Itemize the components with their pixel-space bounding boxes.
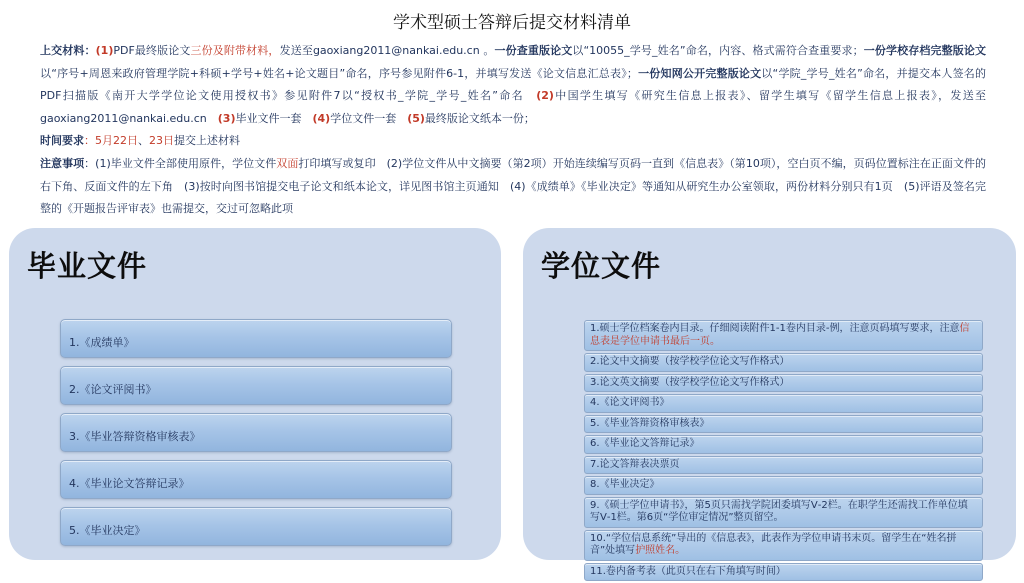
list-item bbox=[584, 374, 983, 393]
list-item bbox=[60, 366, 452, 405]
text-segment: 4.《毕业论文答辩记录》 bbox=[69, 476, 190, 490]
text-segment: 8.《毕业决定》 bbox=[590, 479, 660, 490]
degree-items-list bbox=[584, 320, 983, 583]
text-segment: 2.《论文评阅书》 bbox=[69, 382, 157, 396]
list-item bbox=[584, 353, 983, 372]
text-segment: 中国学生填写《研究生信息上报表》、留学生填写《留学生信息上报表》，发送至gaoxiang2011@nankai.edu.cn bbox=[40, 89, 987, 125]
list-item bbox=[584, 320, 983, 351]
text-segment: 1.《成绩单》 bbox=[69, 335, 135, 349]
text-segment: 7.论文答辩表决票页 bbox=[590, 458, 680, 470]
text-segment: 双面 bbox=[276, 156, 299, 170]
list-item-label bbox=[590, 500, 977, 525]
list-item-label bbox=[590, 397, 977, 410]
text-segment: 以“序号+周恩来政府管理学院+科硕+学号+姓名+论文题目”命名，序号参见附件6-1，并填写发送《论文信息汇总表》； bbox=[40, 66, 638, 80]
deadline-paragraph bbox=[40, 130, 986, 153]
text-segment: 学位文件一套 bbox=[330, 111, 408, 125]
text-segment: 4.《论文评阅书》 bbox=[590, 397, 670, 408]
text-segment: 打印填写或复印 (2)学位文件从中文摘要（第2项）开始连续编写页码一直到《信息表》（第10项），空白页不编，页码位置标注在正面文件的右下角、反面文件的左下角 (3)按时向图书馆提交电子论文和纸本论文，详见图书馆主页通知 (4)《成绩单》《毕业决定》等通知从研究生办公室领取，两份材料分别只有1页 (5)评语及签名完整的《开题报告评审表》也需提交，交过可忽略此项 bbox=[40, 156, 987, 216]
list-item bbox=[584, 435, 983, 454]
text-segment: (5) bbox=[407, 111, 425, 125]
list-item bbox=[584, 415, 983, 434]
materials-paragraph bbox=[40, 40, 986, 130]
text-segment: 一份查重版论文 bbox=[494, 44, 573, 57]
list-item-label bbox=[69, 334, 135, 350]
text-segment: 、 bbox=[138, 134, 149, 148]
list-item bbox=[584, 476, 983, 495]
text-segment: 毕业文件一套 bbox=[235, 111, 313, 125]
list-item bbox=[60, 319, 452, 358]
list-item-label bbox=[590, 566, 977, 579]
text-segment: (2) bbox=[536, 89, 554, 103]
list-item bbox=[584, 497, 983, 528]
panel-degree-documents bbox=[523, 228, 1016, 577]
text-segment: 一份学校存档完整版论文 bbox=[863, 44, 987, 57]
list-item-label bbox=[69, 475, 190, 491]
graduation-items-list bbox=[60, 319, 452, 554]
text-segment: (1) bbox=[95, 44, 114, 57]
list-item bbox=[60, 413, 452, 452]
text-segment: 一份知网公开完整版论文 bbox=[637, 66, 762, 80]
text-segment: 发送至gaoxiang2011@nankai.edu.cn 。 bbox=[279, 44, 495, 57]
text-segment: PDF最终版论文 bbox=[113, 44, 191, 57]
list-item-label bbox=[590, 377, 977, 390]
list-item-label bbox=[590, 479, 977, 492]
list-item-label bbox=[590, 533, 977, 558]
text-segment: 提交上述材料 bbox=[174, 134, 240, 148]
text-segment: 3.《毕业答辩资格审核表》 bbox=[69, 429, 201, 443]
instructions-block bbox=[40, 40, 986, 221]
list-item-label bbox=[590, 356, 977, 369]
text-segment: 5.《毕业决定》 bbox=[69, 523, 146, 537]
list-item bbox=[60, 507, 452, 546]
list-item-label bbox=[590, 459, 977, 472]
text-segment: 1.硕士学位档案卷内目录。仔细阅读附件1-1卷内目录-例，注意页码填写要求，注意 bbox=[590, 323, 960, 334]
list-item-label bbox=[590, 438, 977, 451]
text-segment: 护照姓名。 bbox=[635, 545, 686, 556]
text-segment: ：5月22日 bbox=[84, 134, 138, 148]
list-item-label bbox=[69, 381, 157, 397]
text-segment: (4) bbox=[312, 111, 331, 125]
list-item bbox=[584, 394, 983, 413]
degree-panel-title: 学位文件 bbox=[541, 249, 662, 283]
list-item bbox=[60, 460, 452, 499]
text-segment: (3) bbox=[217, 111, 236, 125]
list-item bbox=[584, 530, 983, 561]
list-item-label bbox=[69, 522, 146, 538]
text-segment: 3.论文英文摘要（按学校学位论文写作格式） bbox=[590, 376, 790, 388]
page-title: 学术型硕士答辩后提交材料清单 bbox=[393, 13, 631, 33]
list-item-label bbox=[590, 323, 977, 348]
notes-paragraph bbox=[40, 153, 986, 221]
text-segment: 10.“学位信息系统”导出的《信息表》，此表作为学位申请书末页。留学生在“姓名拼音”处填写 bbox=[590, 532, 957, 556]
text-segment: 11.卷内备考表（此页只在右下角填写时间） bbox=[590, 565, 786, 577]
text-segment: 上交材料： bbox=[40, 44, 96, 57]
list-item bbox=[584, 563, 983, 582]
list-item bbox=[584, 456, 983, 475]
text-segment: 2.论文中文摘要（按学校学位论文写作格式） bbox=[590, 356, 790, 367]
text-segment: ：(1)毕业文件全部使用原件，学位文件 bbox=[84, 156, 277, 170]
text-segment: 以“10055_学号_姓名”命名，内容、格式需符合查重要求； bbox=[572, 44, 864, 57]
text-segment: 信息表是学位申请书最后一页。 bbox=[590, 323, 970, 347]
text-segment: 6.《毕业论文答辩记录》 bbox=[590, 438, 700, 449]
graduation-panel-title: 毕业文件 bbox=[27, 249, 148, 283]
text-segment: 时间要求 bbox=[40, 134, 84, 148]
text-segment: 以“学院_学号_姓名”命名，并提交本人签名的PDF扫描版《南开大学学位论文使用授权书》参见附件7以“授权书_学院_学号_姓名”命名 bbox=[40, 66, 986, 103]
text-segment: 三份及附带材料， bbox=[190, 44, 280, 57]
list-item-label bbox=[69, 428, 201, 444]
text-segment: 注意事项 bbox=[40, 156, 85, 170]
text-segment: 最终版论文纸本一份； bbox=[424, 111, 535, 125]
list-item-label bbox=[590, 418, 977, 431]
text-segment: 5.《毕业答辩资格审核表》 bbox=[590, 417, 710, 429]
text-segment: 23日 bbox=[149, 134, 174, 148]
panel-graduation-documents bbox=[9, 228, 501, 560]
text-segment: 9.《硕士学位申请书》，第5页只需找学院团委填写Ⅴ-2栏。在职学生还需找工作单位填写Ⅴ-1栏。第6页“学位审定情况”整页留空。 bbox=[590, 499, 968, 523]
